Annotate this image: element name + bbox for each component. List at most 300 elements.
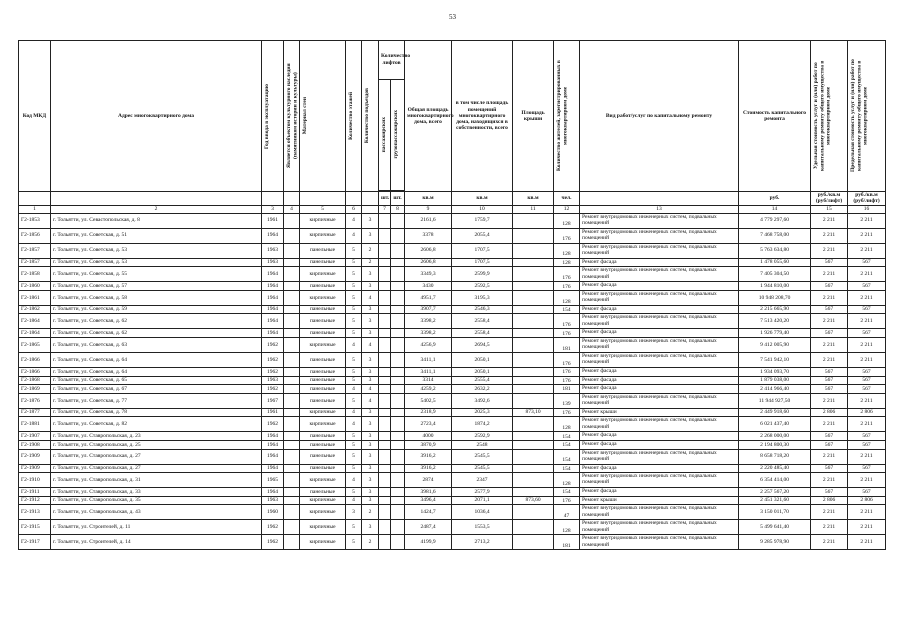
cell-unit: 567 — [811, 385, 848, 394]
cell-residents: 181 — [554, 338, 580, 353]
table-row — [19, 258, 886, 267]
table-row — [19, 213, 886, 228]
cell-floors: 5 — [346, 243, 362, 258]
cell-unit: 2 211 — [811, 267, 848, 282]
cell-owned: 2558,4 — [452, 314, 513, 329]
cell-unit: 2 211 — [811, 290, 848, 305]
cell-floors: 5 — [346, 535, 362, 550]
cell-year: 1962 — [262, 385, 284, 394]
cell-cost: 8 658 718,20 — [739, 449, 811, 464]
cell-entrances: 4 — [362, 338, 379, 353]
cell-floors: 4 — [346, 417, 362, 432]
cell-cost: 7 513 420,20 — [739, 314, 811, 329]
cell-code: Г2-1876 — [19, 393, 51, 408]
cell-total: 3916,2 — [405, 449, 452, 464]
table-row — [19, 305, 886, 314]
header-elevators: Количество лифтов — [379, 41, 405, 80]
cell-cost: 2 449 918,60 — [739, 408, 811, 417]
cell-material: кирпичные — [300, 417, 346, 432]
cell-code: Г2-1915 — [19, 520, 51, 535]
table-row — [19, 376, 886, 385]
cell-code: Г2-1866 — [19, 353, 51, 368]
cell-address: г. Тольятти, ул. Советская, д. 64 — [51, 368, 262, 377]
cell-year: 1964 — [262, 432, 284, 441]
cell-entrances: 2 — [362, 243, 379, 258]
cell-address: г. Тольятти, ул. Советская, д. 62 — [51, 314, 262, 329]
cell-unit: 567 — [811, 305, 848, 314]
column-index: 13 — [580, 205, 739, 213]
cell-cost: 2 194 800,30 — [739, 440, 811, 449]
cell-total: 4000 — [405, 432, 452, 441]
header-floors: Количество этажей — [348, 92, 354, 140]
cell-entrances: 3 — [362, 520, 379, 535]
cell-unit: 567 — [811, 368, 848, 377]
cell-residents: 176 — [554, 267, 580, 282]
cell-entrances: 2 — [362, 535, 379, 550]
cell-year: 1960 — [262, 505, 284, 520]
cell-total: 2161,6 — [405, 213, 452, 228]
cell-owned: 3492,6 — [452, 393, 513, 408]
cell-unit: 567 — [811, 464, 848, 473]
column-index: 10 — [452, 205, 513, 213]
cell-entrances: 3 — [362, 267, 379, 282]
cell-residents: 176 — [554, 329, 580, 338]
cell-work: Ремонт внутридомовых инженерных систем, подвальных помещений — [580, 338, 739, 353]
cell-max: 2 211 — [848, 228, 886, 243]
column-index: 7 — [379, 205, 391, 213]
cell-code: Г2-1881 — [19, 417, 51, 432]
cell-cost: 10 948 208,70 — [739, 290, 811, 305]
cell-roof — [513, 305, 554, 314]
cell-cost: 2 414 966,40 — [739, 385, 811, 394]
cell-year: 1964 — [262, 449, 284, 464]
cell-max: 567 — [848, 464, 886, 473]
cell-unit: 2 211 — [811, 505, 848, 520]
table-row — [19, 338, 886, 353]
cell-unit: 2 806 — [811, 408, 848, 417]
cell-entrances: 3 — [362, 464, 379, 473]
column-index: 12 — [554, 205, 580, 213]
cell-floors: 5 — [346, 376, 362, 385]
header-cost: Стоимость капитального ремонта — [739, 41, 811, 192]
table-row — [19, 535, 886, 550]
cell-floors: 5 — [346, 432, 362, 441]
cell-max: 567 — [848, 385, 886, 394]
cell-residents: 154 — [554, 305, 580, 314]
cell-roof — [513, 432, 554, 441]
cell-cost: 2 268 000,00 — [739, 432, 811, 441]
cell-unit: 2 211 — [811, 520, 848, 535]
cell-year: 1965 — [262, 473, 284, 488]
cell-address: г. Тольятти, ул. Советская, д. 78 — [51, 408, 262, 417]
cell-address: г. Тольятти, ул. Советская, д. 51 — [51, 228, 262, 243]
cell-unit: 567 — [811, 376, 848, 385]
cell-floors: 5 — [346, 290, 362, 305]
cell-roof — [513, 385, 554, 394]
column-index: 8 — [391, 205, 405, 213]
unit-rub: руб. — [739, 192, 811, 206]
cell-year: 1964 — [262, 329, 284, 338]
cell-residents: 128 — [554, 243, 580, 258]
cell-entrances: 3 — [362, 488, 379, 497]
cell-work: Ремонт внутридомовых инженерных систем, подвальных помещений — [580, 290, 739, 305]
cell-owned: 1874,2 — [452, 417, 513, 432]
page-number: 53 — [449, 13, 456, 21]
cell-year: 1963 — [262, 243, 284, 258]
cell-address: г. Тольятти, ул. Советская, д. 67 — [51, 385, 262, 394]
cell-residents: 128 — [554, 290, 580, 305]
cell-cost: 2 220 485,40 — [739, 464, 811, 473]
cell-roof — [513, 520, 554, 535]
cell-material: кирпичные — [300, 496, 346, 505]
cell-floors: 4 — [346, 338, 362, 353]
cell-max: 567 — [848, 488, 886, 497]
cell-entrances: 3 — [362, 376, 379, 385]
cell-floors: 5 — [346, 305, 362, 314]
cell-year: 1962 — [262, 338, 284, 353]
cell-work: Ремонт внутридомовых инженерных систем, подвальных помещений — [580, 314, 739, 329]
cell-code: Г2-1868 — [19, 376, 51, 385]
unit-sqm-roof: кв.м — [513, 192, 554, 206]
cell-roof — [513, 282, 554, 291]
cell-address: г. Тольятти, ул. Ставропольская, д. 33 — [51, 488, 262, 497]
table-row — [19, 329, 886, 338]
column-index: 2 — [51, 205, 262, 213]
cell-residents: 154 — [554, 432, 580, 441]
cell-material: кирпичные — [300, 213, 346, 228]
cell-code: Г2-1857 — [19, 243, 51, 258]
cell-year: 1964 — [262, 228, 284, 243]
cell-year: 1961 — [262, 408, 284, 417]
cell-work: Ремонт внутридомовых инженерных систем, подвальных помещений — [580, 353, 739, 368]
cell-max: 567 — [848, 440, 886, 449]
cell-year: 1964 — [262, 290, 284, 305]
cell-unit: 2 211 — [811, 417, 848, 432]
table-row — [19, 417, 886, 432]
cell-material: панельные — [300, 464, 346, 473]
cell-unit: 567 — [811, 282, 848, 291]
cell-residents: 139 — [554, 393, 580, 408]
cell-unit: 567 — [811, 440, 848, 449]
cell-code: Г2-1909 — [19, 449, 51, 464]
cell-roof — [513, 449, 554, 464]
cell-total: 3411,1 — [405, 368, 452, 377]
cell-code: Г2-1864 — [19, 314, 51, 329]
cell-entrances: 3 — [362, 417, 379, 432]
cell-floors: 5 — [346, 353, 362, 368]
cell-roof — [513, 213, 554, 228]
cell-floors: 5 — [346, 488, 362, 497]
table-row — [19, 353, 886, 368]
cell-code: Г2-1861 — [19, 290, 51, 305]
cell-total: 3981,6 — [405, 488, 452, 497]
table-row — [19, 282, 886, 291]
cell-owned: 2071,1 — [452, 496, 513, 505]
cell-max: 567 — [848, 376, 886, 385]
cell-work: Ремонт внутридомовых инженерных систем, подвальных помещений — [580, 473, 739, 488]
cell-year: 1961 — [262, 213, 284, 228]
table-row — [19, 243, 886, 258]
cell-year: 1963 — [262, 376, 284, 385]
cell-cost: 7 468 758,00 — [739, 228, 811, 243]
cell-roof — [513, 464, 554, 473]
cell-entrances: 3 — [362, 305, 379, 314]
cell-owned: 2632,2 — [452, 385, 513, 394]
cell-roof — [513, 505, 554, 520]
cell-owned: 1707,5 — [452, 258, 513, 267]
cell-address: г. Тольятти, ул. Советская, д. 58 — [51, 290, 262, 305]
column-index: 5 — [300, 205, 346, 213]
cell-owned: 2545,5 — [452, 449, 513, 464]
cell-residents: 128 — [554, 417, 580, 432]
cell-roof: 873,60 — [513, 496, 554, 505]
cell-roof — [513, 258, 554, 267]
cell-material: панельные — [300, 305, 346, 314]
cell-roof — [513, 488, 554, 497]
cell-entrances: 4 — [362, 385, 379, 394]
cell-floors: 5 — [346, 449, 362, 464]
cell-material: кирпичные — [300, 505, 346, 520]
cell-year: 1962 — [262, 353, 284, 368]
column-index: 4 — [284, 205, 300, 213]
cell-cost: 1 926 779,40 — [739, 329, 811, 338]
cell-owned: 3195,3 — [452, 290, 513, 305]
cell-cost: 1 944 810,00 — [739, 282, 811, 291]
cell-cost: 9 412 005,90 — [739, 338, 811, 353]
cell-work: Ремонт фасада — [580, 464, 739, 473]
cell-residents: 181 — [554, 385, 580, 394]
cell-max: 2 211 — [848, 417, 886, 432]
cell-material: кирпичные — [300, 535, 346, 550]
cell-address: г. Тольятти, ул. Ставропольская, д. 27 — [51, 449, 262, 464]
cell-entrances: 2 — [362, 505, 379, 520]
cell-material: панельные — [300, 353, 346, 368]
table-row — [19, 505, 886, 520]
cell-work: Ремонт внутридомовых инженерных систем, подвальных помещений — [580, 228, 739, 243]
cell-year: 1964 — [262, 305, 284, 314]
cell-material: кирпичные — [300, 408, 346, 417]
unit-rub-sqm: руб./кв.м (руб/лифт) — [811, 192, 848, 206]
cell-roof — [513, 267, 554, 282]
cell-unit: 2 211 — [811, 473, 848, 488]
cell-total: 3398,2 — [405, 329, 452, 338]
cell-cost: 7 405 304,50 — [739, 267, 811, 282]
header-total-area: Общая площадь многоквартирного дома, всего — [405, 41, 452, 192]
cell-owned: 2545,5 — [452, 464, 513, 473]
cell-code: Г2-1917 — [19, 535, 51, 550]
unit-people: чел. — [554, 192, 580, 206]
cell-max: 567 — [848, 282, 886, 291]
cell-total: 2487,4 — [405, 520, 452, 535]
cell-address: г. Тольятти, ул. Строителей, д. 11 — [51, 520, 262, 535]
cell-entrances: 2 — [362, 258, 379, 267]
cell-owned: 1553,5 — [452, 520, 513, 535]
cell-material: кирпичные — [300, 228, 346, 243]
cell-owned: 2694,5 — [452, 338, 513, 353]
cell-address: г. Тольятти, ул. Советская, д. 55 — [51, 267, 262, 282]
cell-residents: 128 — [554, 520, 580, 535]
cell-max: 2 211 — [848, 473, 886, 488]
cell-work: Ремонт фасада — [580, 488, 739, 497]
cell-roof — [513, 290, 554, 305]
cell-max: 2 211 — [848, 393, 886, 408]
cell-address: г. Тольятти, ул. Ставропольская, д. 43 — [51, 505, 262, 520]
cell-code: Г2-1853 — [19, 213, 51, 228]
cell-entrances: 3 — [362, 353, 379, 368]
cell-material: панельные — [300, 368, 346, 377]
cell-year: 1962 — [262, 520, 284, 535]
cell-floors: 5 — [346, 464, 362, 473]
cell-max: 2 211 — [848, 449, 886, 464]
cell-total: 4951,7 — [405, 290, 452, 305]
cell-work: Ремонт внутридомовых инженерных систем, подвальных помещений — [580, 213, 739, 228]
cell-floors: 5 — [346, 267, 362, 282]
cell-entrances: 3 — [362, 496, 379, 505]
table-row — [19, 267, 886, 282]
cell-residents: 176 — [554, 353, 580, 368]
column-index: 16 — [848, 205, 886, 213]
cell-total: 2723,4 — [405, 417, 452, 432]
cell-entrances: 4 — [362, 393, 379, 408]
cell-material: панельные — [300, 440, 346, 449]
cell-address: г. Тольятти, ул. Советская, д. 53 — [51, 243, 262, 258]
cell-year: 1962 — [262, 535, 284, 550]
cell-unit: 2 211 — [811, 243, 848, 258]
cell-floors: 5 — [346, 258, 362, 267]
cell-address: г. Тольятти, ул. Ставропольская, д. 31 — [51, 473, 262, 488]
cell-roof — [513, 353, 554, 368]
table-row — [19, 368, 886, 377]
cell-entrances: 3 — [362, 329, 379, 338]
header-max-cost: Предельная стоимость услуг и (или) работ по капитальному ремонту общего имущества в многоквартирном доме — [850, 59, 869, 173]
table-row — [19, 314, 886, 329]
cell-address: г. Тольятти, ул. Ставропольская, д. 23 — [51, 432, 262, 441]
cell-owned: 2050,1 — [452, 368, 513, 377]
header-year: Год ввода в эксплуатацию — [264, 83, 270, 149]
cell-unit: 2 211 — [811, 228, 848, 243]
cell-address: г. Тольятти, ул. Советская, д. 62 — [51, 329, 262, 338]
cell-entrances: 3 — [362, 213, 379, 228]
column-index: 9 — [405, 205, 452, 213]
cell-address: г. Тольятти, ул. Ставропольская, д. 27 — [51, 464, 262, 473]
cell-cost: 9 285 978,90 — [739, 535, 811, 550]
cell-max: 2 806 — [848, 496, 886, 505]
cell-address: г. Тольятти, ул. Советская, д. 82 — [51, 417, 262, 432]
cell-cost: 4 779 297,60 — [739, 213, 811, 228]
cell-owned: 2548 — [452, 440, 513, 449]
cell-max: 2 806 — [848, 408, 886, 417]
cell-year: 1962 — [262, 368, 284, 377]
cell-work: Ремонт фасада — [580, 368, 739, 377]
cell-floors: 5 — [346, 314, 362, 329]
cell-year: 1964 — [262, 464, 284, 473]
cell-owned: 2577,9 — [452, 488, 513, 497]
cell-unit: 2 211 — [811, 393, 848, 408]
cell-roof — [513, 243, 554, 258]
cell-year: 1964 — [262, 282, 284, 291]
cell-year: 1962 — [262, 417, 284, 432]
cell-max: 2 211 — [848, 243, 886, 258]
cell-max: 2 211 — [848, 290, 886, 305]
cell-roof — [513, 473, 554, 488]
table-row — [19, 228, 886, 243]
cell-residents: 154 — [554, 464, 580, 473]
cell-address: г. Тольятти, ул. Советская, д. 53 — [51, 258, 262, 267]
cell-entrances: 3 — [362, 228, 379, 243]
column-index: 14 — [739, 205, 811, 213]
header-residents: Количество жителей, зарегистрированных в многоквартирном доме — [556, 60, 569, 172]
column-index: 11 — [513, 205, 554, 213]
cell-roof — [513, 376, 554, 385]
cell-unit: 2 806 — [811, 496, 848, 505]
cell-material: кирпичные — [300, 520, 346, 535]
cell-year: 1964 — [262, 267, 284, 282]
table-row — [19, 496, 886, 505]
cell-address: г. Тольятти, ул. Советская, д. 63 — [51, 338, 262, 353]
cell-code: Г2-1910 — [19, 473, 51, 488]
cell-work: Ремонт фасада — [580, 258, 739, 267]
cell-max: 567 — [848, 258, 886, 267]
cell-code: Г2-1857 — [19, 258, 51, 267]
cell-floors: 4 — [346, 213, 362, 228]
cell-work: Ремонт крыши — [580, 408, 739, 417]
cell-roof — [513, 535, 554, 550]
cell-max: 567 — [848, 329, 886, 338]
cell-cost: 11 944 927,50 — [739, 393, 811, 408]
cell-unit: 2 211 — [811, 338, 848, 353]
cell-owned: 2050,1 — [452, 353, 513, 368]
cell-floors: 5 — [346, 440, 362, 449]
cell-floors: 4 — [346, 408, 362, 417]
cell-owned: 1036,4 — [452, 505, 513, 520]
cell-address: г. Тольятти, ул. Ставропольская, д. 35 — [51, 496, 262, 505]
cell-floors: 4 — [346, 385, 362, 394]
cell-total: 2606,8 — [405, 258, 452, 267]
cell-residents: 128 — [554, 258, 580, 267]
cell-floors: 5 — [346, 329, 362, 338]
header-address: Адрес многоквартирного дома — [51, 41, 262, 192]
cell-work: Ремонт внутридомовых инженерных систем, подвальных помещений — [580, 535, 739, 550]
cell-owned: 1707,5 — [452, 243, 513, 258]
cell-unit: 2 211 — [811, 213, 848, 228]
cell-cost: 2 215 665,90 — [739, 305, 811, 314]
cell-material: кирпичные — [300, 290, 346, 305]
cell-work: Ремонт фасада — [580, 376, 739, 385]
cell-total: 2318,9 — [405, 408, 452, 417]
cell-material: кирпичные — [300, 338, 346, 353]
cell-cost: 2 451 321,60 — [739, 496, 811, 505]
cell-material: панельные — [300, 376, 346, 385]
cell-floors: 5 — [346, 282, 362, 291]
cell-total: 4199,9 — [405, 535, 452, 550]
table-row — [19, 385, 886, 394]
cell-entrances: 3 — [362, 440, 379, 449]
cell-owned: 2713,2 — [452, 535, 513, 550]
cell-floors: 5 — [346, 393, 362, 408]
cell-code: Г2-1865 — [19, 338, 51, 353]
cell-total: 3411,1 — [405, 353, 452, 368]
table-row — [19, 488, 886, 497]
cell-unit: 567 — [811, 432, 848, 441]
cell-total: 3314 — [405, 376, 452, 385]
cell-total: 3398,2 — [405, 314, 452, 329]
cell-code: Г2-1908 — [19, 440, 51, 449]
cell-entrances: 3 — [362, 408, 379, 417]
cell-year: 1963 — [262, 496, 284, 505]
cell-code: Г2-1907 — [19, 432, 51, 441]
cell-roof — [513, 329, 554, 338]
cell-total: 3870,9 — [405, 440, 452, 449]
